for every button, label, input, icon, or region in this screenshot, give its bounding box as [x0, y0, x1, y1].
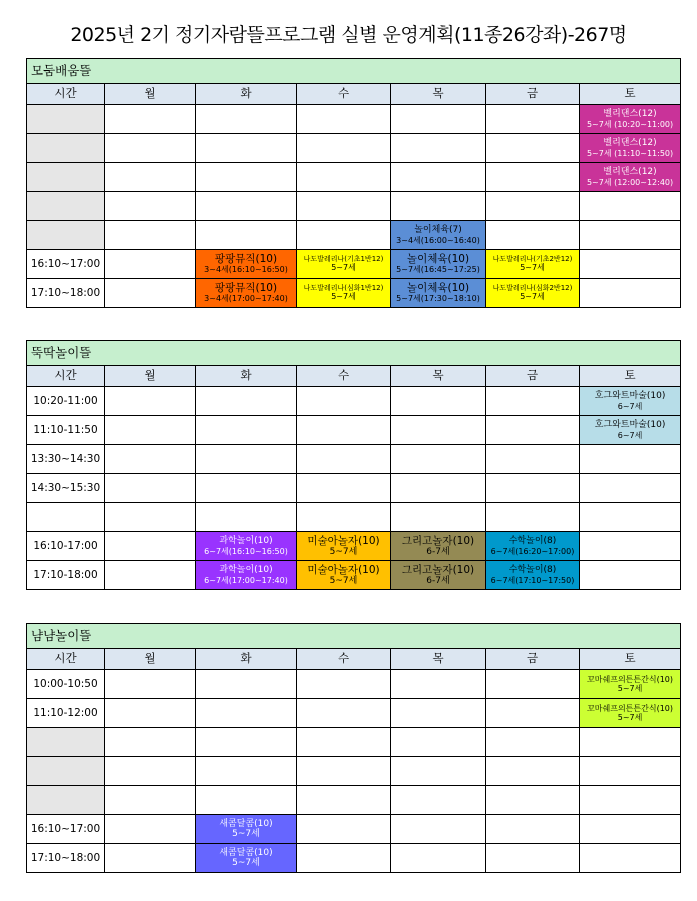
empty-cell — [196, 699, 297, 728]
time-cell — [27, 786, 105, 815]
class-cell-belly-dance: 벨리댄스(12) 5~7세 (10:20~11:00) — [580, 105, 681, 134]
empty-cell — [580, 279, 681, 308]
empty-cell — [297, 757, 391, 786]
header-tue: 화 — [196, 84, 297, 105]
class-cell-art-play: 미술아놀자(10) 5~7세 — [297, 561, 391, 590]
empty-cell — [196, 163, 297, 192]
time-cell — [27, 221, 105, 250]
class-cell-belly-dance: 벨리댄스(12) 5~7세 (12:00~12:40) — [580, 163, 681, 192]
empty-cell — [105, 728, 196, 757]
empty-cell — [391, 844, 486, 873]
class-cell-drawing-play: 그리고놀자(10) 6-7세 — [391, 532, 486, 561]
empty-cell — [196, 416, 297, 445]
empty-cell — [105, 503, 196, 532]
empty-cell — [105, 445, 196, 474]
empty-cell — [105, 134, 196, 163]
header-mon: 월 — [105, 84, 196, 105]
empty-cell — [391, 503, 486, 532]
header-sat: 토 — [580, 84, 681, 105]
header-sat: 토 — [580, 649, 681, 670]
empty-cell — [580, 503, 681, 532]
empty-cell — [486, 221, 580, 250]
time-cell: 11:10-11:50 — [27, 416, 105, 445]
empty-cell — [297, 503, 391, 532]
header-sat: 토 — [580, 366, 681, 387]
empty-cell — [297, 163, 391, 192]
class-cell-ballerina: 나도발레리나(심화1반12) 5~7세 — [297, 279, 391, 308]
section-title: 모둠배움뜰 — [27, 59, 681, 84]
empty-cell — [486, 844, 580, 873]
empty-cell — [196, 757, 297, 786]
class-cell-play-pe: 놀이체육(10) 5~7세(16:45~17:25) — [391, 250, 486, 279]
empty-cell — [486, 728, 580, 757]
time-cell: 17:10~18:00 — [27, 844, 105, 873]
empty-cell — [391, 474, 486, 503]
empty-cell — [297, 699, 391, 728]
class-cell-math-play: 수학놀이(8) 6~7세(16:20~17:00) — [486, 532, 580, 561]
empty-cell — [486, 387, 580, 416]
empty-cell — [486, 670, 580, 699]
empty-cell — [105, 192, 196, 221]
class-cell-science-play: 과학놀이(10) 6~7세(17:00~17:40) — [196, 561, 297, 590]
empty-cell — [297, 786, 391, 815]
empty-cell — [486, 192, 580, 221]
class-cell-pangpang-music: 팡팡뮤직(10) 3~4세(16:10~16:50) — [196, 250, 297, 279]
empty-cell — [486, 163, 580, 192]
empty-cell — [297, 474, 391, 503]
class-cell-sweet-sour: 새콤달콤(10) 5~7세 — [196, 815, 297, 844]
empty-cell — [580, 757, 681, 786]
header-tue: 화 — [196, 649, 297, 670]
header-fri: 금 — [486, 84, 580, 105]
empty-cell — [391, 670, 486, 699]
empty-cell — [486, 815, 580, 844]
empty-cell — [297, 105, 391, 134]
time-cell: 14:30~15:30 — [27, 474, 105, 503]
empty-cell — [391, 387, 486, 416]
empty-cell — [580, 250, 681, 279]
class-cell-little-chef: 꼬마쉐프의튼튼간식(10) 5~7세 — [580, 699, 681, 728]
empty-cell — [580, 532, 681, 561]
header-thu: 목 — [391, 84, 486, 105]
schedule-table-ttukttak — [26, 340, 681, 590]
empty-cell — [486, 105, 580, 134]
empty-cell — [580, 728, 681, 757]
header-mon: 월 — [105, 366, 196, 387]
time-cell: 11:10-12:00 — [27, 699, 105, 728]
empty-cell — [297, 416, 391, 445]
class-cell-ballerina: 나도발레리나(심화2반12) 5~7세 — [486, 279, 580, 308]
empty-cell — [105, 105, 196, 134]
empty-cell — [196, 192, 297, 221]
empty-cell — [297, 670, 391, 699]
empty-cell — [196, 670, 297, 699]
time-cell: 16:10~17:00 — [27, 815, 105, 844]
class-cell-hogwarts-magic: 호그와트마술(10) 6~7세 — [580, 416, 681, 445]
empty-cell — [297, 192, 391, 221]
class-cell-art-play: 미술아놀자(10) 5~7세 — [297, 532, 391, 561]
time-cell: 17:10-18:00 — [27, 561, 105, 590]
empty-cell — [105, 670, 196, 699]
time-cell: 16:10~17:00 — [27, 250, 105, 279]
class-cell-pangpang-music: 팡팡뮤직(10) 3~4세(17:00~17:40) — [196, 279, 297, 308]
time-cell — [27, 105, 105, 134]
empty-cell — [486, 416, 580, 445]
class-cell-drawing-play: 그리고놀자(10) 6-7세 — [391, 561, 486, 590]
schedule-table-nyamnyam — [26, 623, 681, 873]
empty-cell — [105, 757, 196, 786]
section-title: 냠냠놀이뜰 — [27, 624, 681, 649]
empty-cell — [391, 728, 486, 757]
header-wed: 수 — [297, 366, 391, 387]
empty-cell — [196, 134, 297, 163]
empty-cell — [486, 757, 580, 786]
empty-cell — [196, 445, 297, 474]
header-thu: 목 — [391, 649, 486, 670]
empty-cell — [196, 728, 297, 757]
empty-cell — [196, 503, 297, 532]
empty-cell — [105, 416, 196, 445]
empty-cell — [486, 445, 580, 474]
header-thu: 목 — [391, 366, 486, 387]
time-cell — [27, 134, 105, 163]
empty-cell — [297, 221, 391, 250]
time-cell — [27, 757, 105, 786]
class-cell-belly-dance: 벨리댄스(12) 5~7세 (11:10~11:50) — [580, 134, 681, 163]
empty-cell — [391, 134, 486, 163]
empty-cell — [486, 134, 580, 163]
empty-cell — [486, 474, 580, 503]
empty-cell — [391, 786, 486, 815]
class-cell-math-play: 수학놀이(8) 6~7세(17:10~17:50) — [486, 561, 580, 590]
empty-cell — [580, 844, 681, 873]
empty-cell — [580, 445, 681, 474]
empty-cell — [580, 815, 681, 844]
empty-cell — [391, 445, 486, 474]
empty-cell — [297, 844, 391, 873]
empty-cell — [580, 561, 681, 590]
empty-cell — [486, 786, 580, 815]
empty-cell — [486, 503, 580, 532]
header-time: 시간 — [27, 84, 105, 105]
section-title: 뚝딱놀이뜰 — [27, 341, 681, 366]
header-wed: 수 — [297, 649, 391, 670]
empty-cell — [580, 221, 681, 250]
time-cell — [27, 163, 105, 192]
empty-cell — [391, 699, 486, 728]
empty-cell — [196, 474, 297, 503]
empty-cell — [297, 445, 391, 474]
time-cell: 16:10-17:00 — [27, 532, 105, 561]
header-time: 시간 — [27, 366, 105, 387]
class-cell-sweet-sour: 새콤달콤(10) 5~7세 — [196, 844, 297, 873]
class-cell-science-play: 과학놀이(10) 6~7세(16:10~16:50) — [196, 532, 297, 561]
empty-cell — [105, 474, 196, 503]
time-cell: 10:00-10:50 — [27, 670, 105, 699]
empty-cell — [196, 221, 297, 250]
class-cell-little-chef: 꼬마쉐프의튼튼간식(10) 5~7세 — [580, 670, 681, 699]
empty-cell — [196, 786, 297, 815]
document-title: 2025년 2기 정기자람뜰프로그램 실별 운영계획(11종26강좌)-267명 — [70, 24, 627, 46]
empty-cell — [486, 699, 580, 728]
empty-cell — [196, 387, 297, 416]
time-cell: 10:20-11:00 — [27, 387, 105, 416]
time-cell — [27, 192, 105, 221]
time-cell: 17:10~18:00 — [27, 279, 105, 308]
empty-cell — [580, 474, 681, 503]
empty-cell — [297, 728, 391, 757]
empty-cell — [297, 134, 391, 163]
empty-cell — [105, 250, 196, 279]
time-cell — [27, 503, 105, 532]
empty-cell — [105, 786, 196, 815]
empty-cell — [196, 105, 297, 134]
empty-cell — [105, 815, 196, 844]
empty-cell — [105, 532, 196, 561]
class-cell-ballerina: 나도발레리나(기초2반12) 5~7세 — [486, 250, 580, 279]
empty-cell — [105, 221, 196, 250]
empty-cell — [105, 279, 196, 308]
header-time: 시간 — [27, 649, 105, 670]
empty-cell — [105, 699, 196, 728]
empty-cell — [297, 815, 391, 844]
empty-cell — [105, 844, 196, 873]
header-wed: 수 — [297, 84, 391, 105]
empty-cell — [105, 561, 196, 590]
empty-cell — [105, 163, 196, 192]
header-mon: 월 — [105, 649, 196, 670]
empty-cell — [297, 387, 391, 416]
empty-cell — [391, 105, 486, 134]
header-tue: 화 — [196, 366, 297, 387]
class-cell-play-pe: 놀이체육(10) 5~7세(17:30~18:10) — [391, 279, 486, 308]
empty-cell — [391, 416, 486, 445]
empty-cell — [580, 192, 681, 221]
empty-cell — [580, 786, 681, 815]
class-cell-ballerina: 나도발레리나(기초1반12) 5~7세 — [297, 250, 391, 279]
time-cell — [27, 728, 105, 757]
empty-cell — [391, 192, 486, 221]
class-cell-play-pe: 놀이체육(7) 3~4세(16:00~16:40) — [391, 221, 486, 250]
class-cell-hogwarts-magic: 호그와트마술(10) 6~7세 — [580, 387, 681, 416]
header-fri: 금 — [486, 366, 580, 387]
empty-cell — [391, 815, 486, 844]
schedule-table-moodum — [26, 58, 681, 308]
empty-cell — [391, 757, 486, 786]
empty-cell — [391, 163, 486, 192]
header-fri: 금 — [486, 649, 580, 670]
empty-cell — [105, 387, 196, 416]
time-cell: 13:30~14:30 — [27, 445, 105, 474]
